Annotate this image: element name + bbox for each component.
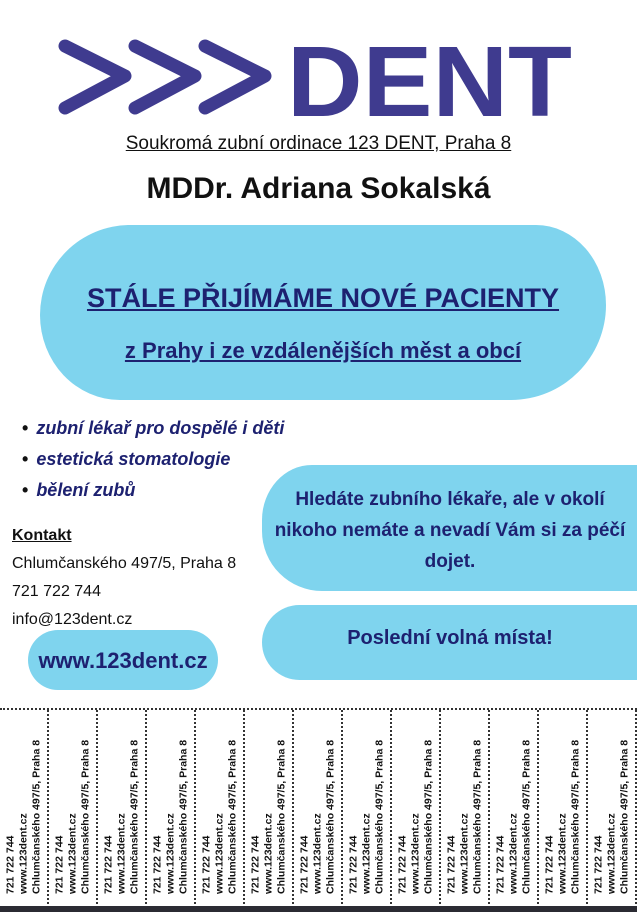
contact-label: Kontakt bbox=[12, 527, 72, 544]
tear-off-strip bbox=[147, 710, 196, 908]
tear-off-address: Chlumčanského 497/5, Praha 8 bbox=[177, 739, 189, 894]
contact-email: info@123dent.cz bbox=[12, 611, 133, 628]
tear-off-web: www.123dent.cz bbox=[213, 813, 225, 894]
tear-off-text bbox=[298, 724, 337, 894]
tear-off-web: www.123dent.cz bbox=[115, 813, 127, 894]
tear-off-web: www.123dent.cz bbox=[507, 813, 519, 894]
tear-off-phone: 721 722 744 bbox=[200, 835, 212, 894]
tear-off-address: Chlumčanského 497/5, Praha 8 bbox=[520, 739, 532, 894]
tear-off-phone: 721 722 744 bbox=[396, 835, 408, 894]
tear-off-strip bbox=[343, 710, 392, 908]
tear-off-phone: 721 722 744 bbox=[445, 835, 457, 894]
tear-off-web: www.123dent.cz bbox=[556, 813, 568, 894]
tear-off-phone: 721 722 744 bbox=[592, 835, 604, 894]
contact-block bbox=[12, 522, 236, 634]
tear-off-phone: 721 722 744 bbox=[494, 835, 506, 894]
tear-off-address: Chlumčanského 497/5, Praha 8 bbox=[275, 739, 287, 894]
headline: STÁLE PŘIJÍMÁME NOVÉ PACIENTY bbox=[86, 283, 560, 313]
tear-off-strip bbox=[49, 710, 98, 908]
tear-off-strip bbox=[245, 710, 294, 908]
tear-off-web: www.123dent.cz bbox=[605, 813, 617, 894]
tear-off-text bbox=[249, 724, 288, 894]
last-spots: Poslední volná místa! bbox=[347, 627, 553, 649]
tear-off-address: Chlumčanského 497/5, Praha 8 bbox=[30, 739, 42, 894]
tear-off-strip bbox=[196, 710, 245, 908]
service-item: • zubní lékař pro dospělé i děti bbox=[22, 418, 284, 449]
bottom-edge bbox=[0, 906, 637, 912]
tear-off-phone: 721 722 744 bbox=[4, 835, 16, 894]
tear-off-phone: 721 722 744 bbox=[543, 835, 555, 894]
contact-address: Chlumčanského 497/5, Praha 8 bbox=[12, 555, 237, 572]
tear-off-strip bbox=[588, 710, 637, 908]
tear-off-text bbox=[347, 724, 386, 894]
tear-off-address: Chlumčanského 497/5, Praha 8 bbox=[471, 739, 483, 894]
tear-off-phone: 721 722 744 bbox=[102, 835, 114, 894]
tear-off-text bbox=[592, 724, 631, 894]
tear-off-address: Chlumčanského 497/5, Praha 8 bbox=[324, 739, 336, 894]
tear-off-address: Chlumčanského 497/5, Praha 8 bbox=[79, 739, 91, 894]
tear-off-strip bbox=[539, 710, 588, 908]
tear-off-text bbox=[151, 724, 190, 894]
tear-off-strip bbox=[490, 710, 539, 908]
tear-off-web: www.123dent.cz bbox=[262, 813, 274, 894]
tear-off-address: Chlumčanského 497/5, Praha 8 bbox=[422, 739, 434, 894]
tear-off-web: www.123dent.cz bbox=[164, 813, 176, 894]
tear-off-strip bbox=[294, 710, 343, 908]
tear-off-address: Chlumčanského 497/5, Praha 8 bbox=[373, 739, 385, 894]
tear-off-phone: 721 722 744 bbox=[249, 835, 261, 894]
tear-off-text bbox=[396, 724, 435, 894]
tear-off-text bbox=[4, 724, 43, 894]
tear-off-address: Chlumčanského 497/5, Praha 8 bbox=[569, 739, 581, 894]
tear-off-phone: 721 722 744 bbox=[53, 835, 65, 894]
tear-off-strips bbox=[0, 708, 637, 908]
service-item: • estetická stomatologie bbox=[22, 449, 284, 480]
tear-off-web: www.123dent.cz bbox=[17, 813, 29, 894]
tear-off-text bbox=[445, 724, 484, 894]
tear-off-text bbox=[543, 724, 582, 894]
tear-off-address: Chlumčanského 497/5, Praha 8 bbox=[128, 739, 140, 894]
tear-off-web: www.123dent.cz bbox=[409, 813, 421, 894]
service-item: • bělení zubů bbox=[22, 480, 284, 511]
tear-off-strip bbox=[392, 710, 441, 908]
tear-off-address: Chlumčanského 497/5, Praha 8 bbox=[226, 739, 238, 894]
tear-off-address: Chlumčanského 497/5, Praha 8 bbox=[618, 739, 630, 894]
tear-off-web: www.123dent.cz bbox=[66, 813, 78, 894]
tear-off-text bbox=[102, 724, 141, 894]
tear-off-phone: 721 722 744 bbox=[151, 835, 163, 894]
tear-off-web: www.123dent.cz bbox=[458, 813, 470, 894]
tear-off-web: www.123dent.cz bbox=[311, 813, 323, 894]
dent-logo bbox=[55, 38, 575, 123]
tear-off-phone: 721 722 744 bbox=[347, 835, 359, 894]
tear-off-strip bbox=[0, 710, 49, 908]
tear-off-strip bbox=[441, 710, 490, 908]
doctor-name: MDDr. Adriana Sokalská bbox=[146, 172, 491, 205]
tear-off-text bbox=[494, 724, 533, 894]
tear-off-text bbox=[200, 724, 239, 894]
services-list bbox=[22, 418, 284, 511]
question-text: Hledáte zubního lékaře, ale v okolí nikoho nemáte a nevadí Vám si za péčí dojet. bbox=[274, 489, 626, 572]
clinic-subtitle: Soukromá zubní ordinace 123 DENT, Praha 8 bbox=[125, 133, 512, 154]
contact-phone: 721 722 744 bbox=[12, 583, 101, 600]
tear-off-phone: 721 722 744 bbox=[298, 835, 310, 894]
svg-text:DENT: DENT bbox=[287, 38, 572, 123]
website: www.123dent.cz bbox=[38, 648, 208, 673]
headline-sub: z Prahy i ze vzdálenějších měst a obcí bbox=[124, 338, 522, 363]
tear-off-text bbox=[53, 724, 92, 894]
tear-off-web: www.123dent.cz bbox=[360, 813, 372, 894]
tear-off-strip bbox=[98, 710, 147, 908]
